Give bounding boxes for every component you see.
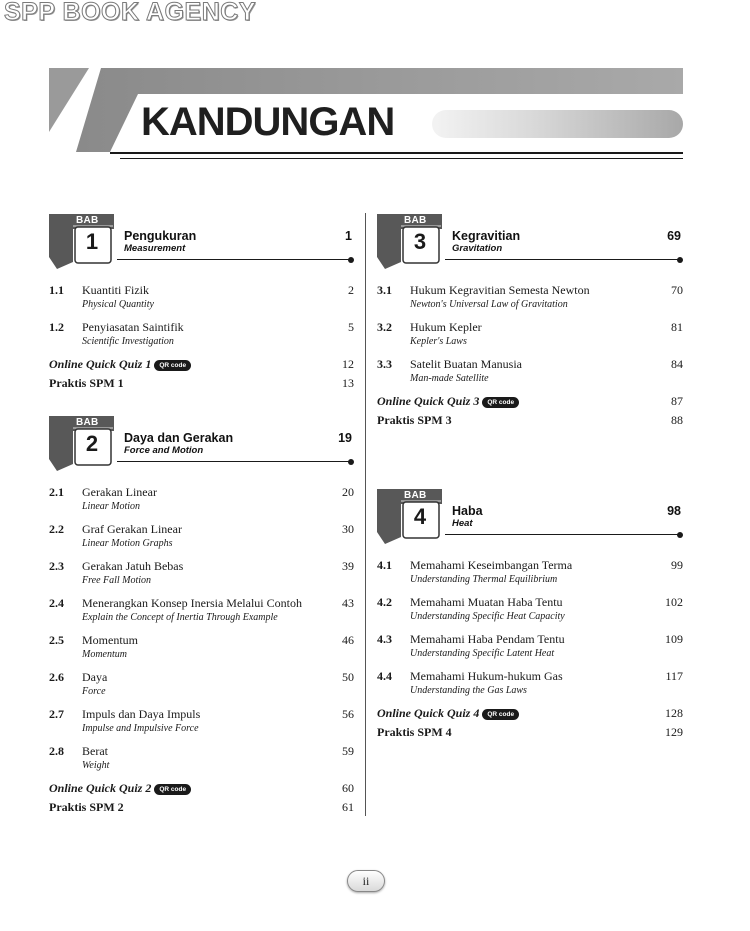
subtopic-number: 3.1 bbox=[377, 283, 392, 297]
quiz-page: 128 bbox=[665, 706, 683, 720]
praktis-label: Praktis SPM 3 bbox=[377, 412, 452, 427]
subtopic-subtitle: Scientific Investigation bbox=[82, 336, 174, 347]
subtopic-item[interactable] bbox=[49, 485, 354, 522]
chapter-rule-dot bbox=[348, 459, 354, 465]
subtopic-page: 102 bbox=[665, 595, 683, 609]
chapter-3-section bbox=[377, 212, 683, 431]
qr-code-badge[interactable]: QR code bbox=[482, 709, 519, 720]
chapter-title[interactable]: Haba bbox=[452, 504, 483, 518]
right-column bbox=[377, 212, 683, 743]
subtopic-subtitle: Understanding Specific Latent Heat bbox=[410, 648, 555, 659]
subtopic-number: 4.4 bbox=[377, 669, 392, 683]
qr-code-badge[interactable]: QR code bbox=[154, 360, 191, 371]
qr-code-badge[interactable]: QR code bbox=[482, 397, 519, 408]
subtopic-title: Hukum Kepler bbox=[410, 320, 482, 334]
chapter-3-header bbox=[377, 212, 683, 272]
chapter-2-section bbox=[49, 414, 354, 818]
subtopic-title: Menerangkan Konsep Inersia Melalui Contoh bbox=[82, 596, 302, 610]
chapter-page: 98 bbox=[667, 504, 681, 518]
subtopic-number: 1.2 bbox=[49, 320, 64, 334]
chapter-page: 19 bbox=[338, 431, 352, 445]
praktis-label: Praktis SPM 1 bbox=[49, 375, 124, 390]
chapter-rule bbox=[117, 461, 351, 462]
chapter-number: 3 bbox=[413, 229, 427, 254]
chapter-rule bbox=[117, 259, 351, 260]
chapter-title[interactable]: Kegravitian bbox=[452, 229, 521, 243]
column-divider bbox=[365, 213, 366, 816]
subtopic-subtitle: Weight bbox=[82, 760, 110, 771]
subtopic-item[interactable] bbox=[49, 522, 354, 559]
subtopic-page: 5 bbox=[348, 320, 354, 334]
bab-label: BAB bbox=[404, 215, 427, 226]
subtopic-item[interactable] bbox=[377, 357, 683, 394]
subtopic-page: 2 bbox=[348, 283, 354, 297]
subtopic-list bbox=[49, 283, 354, 357]
subtopic-title: Graf Gerakan Linear bbox=[82, 522, 182, 536]
subtopic-title: Satelit Buatan Manusia bbox=[410, 357, 522, 371]
quiz-page: 87 bbox=[671, 394, 683, 408]
subtopic-item[interactable] bbox=[377, 558, 683, 595]
subtopic-item[interactable] bbox=[49, 633, 354, 670]
subtopic-subtitle: Momentum bbox=[82, 649, 127, 660]
subtopic-subtitle: Explain the Concept of Inertia Through Example bbox=[82, 612, 278, 623]
chapter-title[interactable]: Daya dan Gerakan bbox=[124, 431, 234, 445]
subtopic-item[interactable] bbox=[49, 559, 354, 596]
subtopic-page: 46 bbox=[342, 633, 354, 647]
bab-label: BAB bbox=[76, 417, 99, 428]
subtopic-item[interactable] bbox=[377, 595, 683, 632]
subtopic-page: 99 bbox=[671, 558, 683, 572]
quiz-label-wrap bbox=[49, 357, 191, 372]
subtopic-title: Memahami Haba Pendam Tentu bbox=[410, 632, 565, 646]
subtopic-item[interactable] bbox=[377, 320, 683, 357]
left-column bbox=[49, 212, 354, 818]
subtopic-list bbox=[377, 283, 683, 394]
praktis-page: 13 bbox=[342, 375, 354, 390]
subtopic-list bbox=[377, 558, 683, 706]
subtopic-page: 84 bbox=[671, 357, 683, 371]
subtopic-item[interactable] bbox=[377, 632, 683, 669]
page-title: KANDUNGAN bbox=[141, 100, 395, 144]
praktis-page: 88 bbox=[671, 412, 683, 427]
subtopic-item[interactable] bbox=[49, 744, 354, 781]
subtopic-list bbox=[49, 485, 354, 781]
subtopic-item[interactable] bbox=[49, 320, 354, 357]
page-number: ii bbox=[347, 870, 385, 892]
chapter-subtitle: Heat bbox=[452, 518, 473, 529]
subtopic-number: 4.3 bbox=[377, 632, 392, 646]
subtopic-title: Gerakan Linear bbox=[82, 485, 157, 499]
bab-label: BAB bbox=[76, 215, 99, 226]
quiz-label: Online Quick Quiz 2 bbox=[49, 781, 152, 795]
quiz-item[interactable] bbox=[377, 706, 683, 725]
subtopic-subtitle: Kepler's Laws bbox=[410, 336, 467, 347]
quiz-label: Online Quick Quiz 1 bbox=[49, 357, 152, 371]
subtopic-subtitle: Force bbox=[82, 686, 106, 697]
subtopic-item[interactable] bbox=[377, 669, 683, 706]
qr-code-badge[interactable]: QR code bbox=[154, 784, 191, 795]
subtopic-number: 2.2 bbox=[49, 522, 64, 536]
subtopic-number: 4.1 bbox=[377, 558, 392, 572]
subtopic-number: 2.3 bbox=[49, 559, 64, 573]
quiz-label-wrap bbox=[49, 781, 191, 796]
subtopic-number: 4.2 bbox=[377, 595, 392, 609]
subtopic-number: 2.4 bbox=[49, 596, 64, 610]
praktis-label: Praktis SPM 2 bbox=[49, 799, 124, 814]
subtopic-page: 109 bbox=[665, 632, 683, 646]
chapter-page: 69 bbox=[667, 229, 681, 243]
subtopic-page: 59 bbox=[342, 744, 354, 758]
chapter-number: 4 bbox=[413, 504, 427, 529]
subtopic-page: 117 bbox=[665, 669, 683, 683]
subtopic-title: Kuantiti Fizik bbox=[82, 283, 149, 297]
subtopic-subtitle: Understanding Thermal Equilibrium bbox=[410, 574, 558, 585]
praktis-item[interactable] bbox=[377, 413, 683, 432]
subtopic-item[interactable] bbox=[49, 283, 354, 320]
chapter-page: 1 bbox=[345, 229, 352, 243]
chapter-2-header bbox=[49, 414, 354, 474]
chapter-subtitle: Gravitation bbox=[452, 243, 503, 254]
quiz-label: Online Quick Quiz 4 bbox=[377, 706, 480, 720]
bab-label: BAB bbox=[404, 490, 427, 501]
quiz-item[interactable] bbox=[49, 357, 354, 376]
subtopic-subtitle: Understanding the Gas Laws bbox=[410, 685, 527, 696]
subtopic-number: 1.1 bbox=[49, 283, 64, 297]
watermark: SPP BOOK AGENCY bbox=[4, 0, 256, 26]
praktis-item[interactable] bbox=[377, 725, 683, 744]
quiz-label: Online Quick Quiz 3 bbox=[377, 394, 480, 408]
subtopic-subtitle: Man-made Satellite bbox=[410, 373, 489, 384]
subtopic-page: 70 bbox=[671, 283, 683, 297]
praktis-page: 61 bbox=[342, 799, 354, 814]
chapter-rule-dot bbox=[677, 532, 683, 538]
subtopic-title: Berat bbox=[82, 744, 108, 758]
subtopic-title: Daya bbox=[82, 670, 108, 684]
chapter-subtitle: Measurement bbox=[124, 243, 186, 254]
subtopic-subtitle: Newton's Universal Law of Gravitation bbox=[410, 299, 568, 310]
chapter-1-section bbox=[49, 212, 354, 394]
subtopic-title: Memahami Muatan Haba Tentu bbox=[410, 595, 563, 609]
chapter-4-section bbox=[377, 487, 683, 743]
chapter-1-header bbox=[49, 212, 354, 272]
subtopic-number: 3.3 bbox=[377, 357, 392, 371]
chapter-rule-dot bbox=[348, 257, 354, 263]
praktis-label: Praktis SPM 4 bbox=[377, 724, 452, 739]
subtopic-subtitle: Linear Motion Graphs bbox=[82, 538, 173, 549]
subtopic-subtitle: Linear Motion bbox=[82, 501, 141, 512]
quiz-page: 12 bbox=[342, 357, 354, 371]
subtopic-title: Penyiasatan Saintifik bbox=[82, 320, 184, 334]
subtopic-page: 39 bbox=[342, 559, 354, 573]
quiz-label-wrap bbox=[377, 706, 519, 721]
subtopic-number: 2.8 bbox=[49, 744, 64, 758]
subtopic-title: Momentum bbox=[82, 633, 138, 647]
subtopic-page: 50 bbox=[342, 670, 354, 684]
subtopic-title: Memahami Keseimbangan Terma bbox=[410, 558, 573, 572]
subtopic-subtitle: Impulse and Impulsive Force bbox=[82, 723, 199, 734]
subtopic-item[interactable] bbox=[377, 283, 683, 320]
subtopic-number: 2.6 bbox=[49, 670, 64, 684]
subtopic-subtitle: Physical Quantity bbox=[82, 299, 154, 310]
chapter-4-header bbox=[377, 487, 683, 547]
subtopic-number: 2.5 bbox=[49, 633, 64, 647]
chapter-number: 2 bbox=[85, 431, 99, 456]
subtopic-page: 30 bbox=[342, 522, 354, 536]
praktis-page: 129 bbox=[665, 724, 683, 739]
praktis-item[interactable] bbox=[49, 376, 354, 395]
subtopic-number: 2.7 bbox=[49, 707, 64, 721]
subtopic-title: Impuls dan Daya Impuls bbox=[82, 707, 201, 721]
subtopic-page: 20 bbox=[342, 485, 354, 499]
subtopic-subtitle: Understanding Specific Heat Capacity bbox=[410, 611, 565, 622]
subtopic-subtitle: Free Fall Motion bbox=[82, 575, 152, 586]
subtopic-item[interactable] bbox=[49, 596, 354, 633]
subtopic-number: 2.1 bbox=[49, 485, 64, 499]
subtopic-number: 3.2 bbox=[377, 320, 392, 334]
subtopic-item[interactable] bbox=[49, 707, 354, 744]
chapter-title[interactable]: Pengukuran bbox=[124, 229, 197, 243]
subtopic-page: 81 bbox=[671, 320, 683, 334]
chapter-rule bbox=[445, 534, 680, 535]
subtopic-page: 56 bbox=[342, 707, 354, 721]
chapter-rule bbox=[445, 259, 680, 260]
subtopic-title: Gerakan Jatuh Bebas bbox=[82, 559, 184, 573]
chapter-rule-dot bbox=[677, 257, 683, 263]
chapter-subtitle: Force and Motion bbox=[124, 445, 204, 456]
quiz-item[interactable] bbox=[49, 781, 354, 800]
quiz-item[interactable] bbox=[377, 394, 683, 413]
subtopic-page: 43 bbox=[342, 596, 354, 610]
subtopic-title: Memahami Hukum-hukum Gas bbox=[410, 669, 563, 683]
praktis-item[interactable] bbox=[49, 800, 354, 819]
quiz-page: 60 bbox=[342, 781, 354, 795]
subtopic-item[interactable] bbox=[49, 670, 354, 707]
quiz-label-wrap bbox=[377, 394, 519, 409]
subtopic-title: Hukum Kegravitian Semesta Newton bbox=[410, 283, 590, 297]
chapter-number: 1 bbox=[85, 229, 99, 254]
